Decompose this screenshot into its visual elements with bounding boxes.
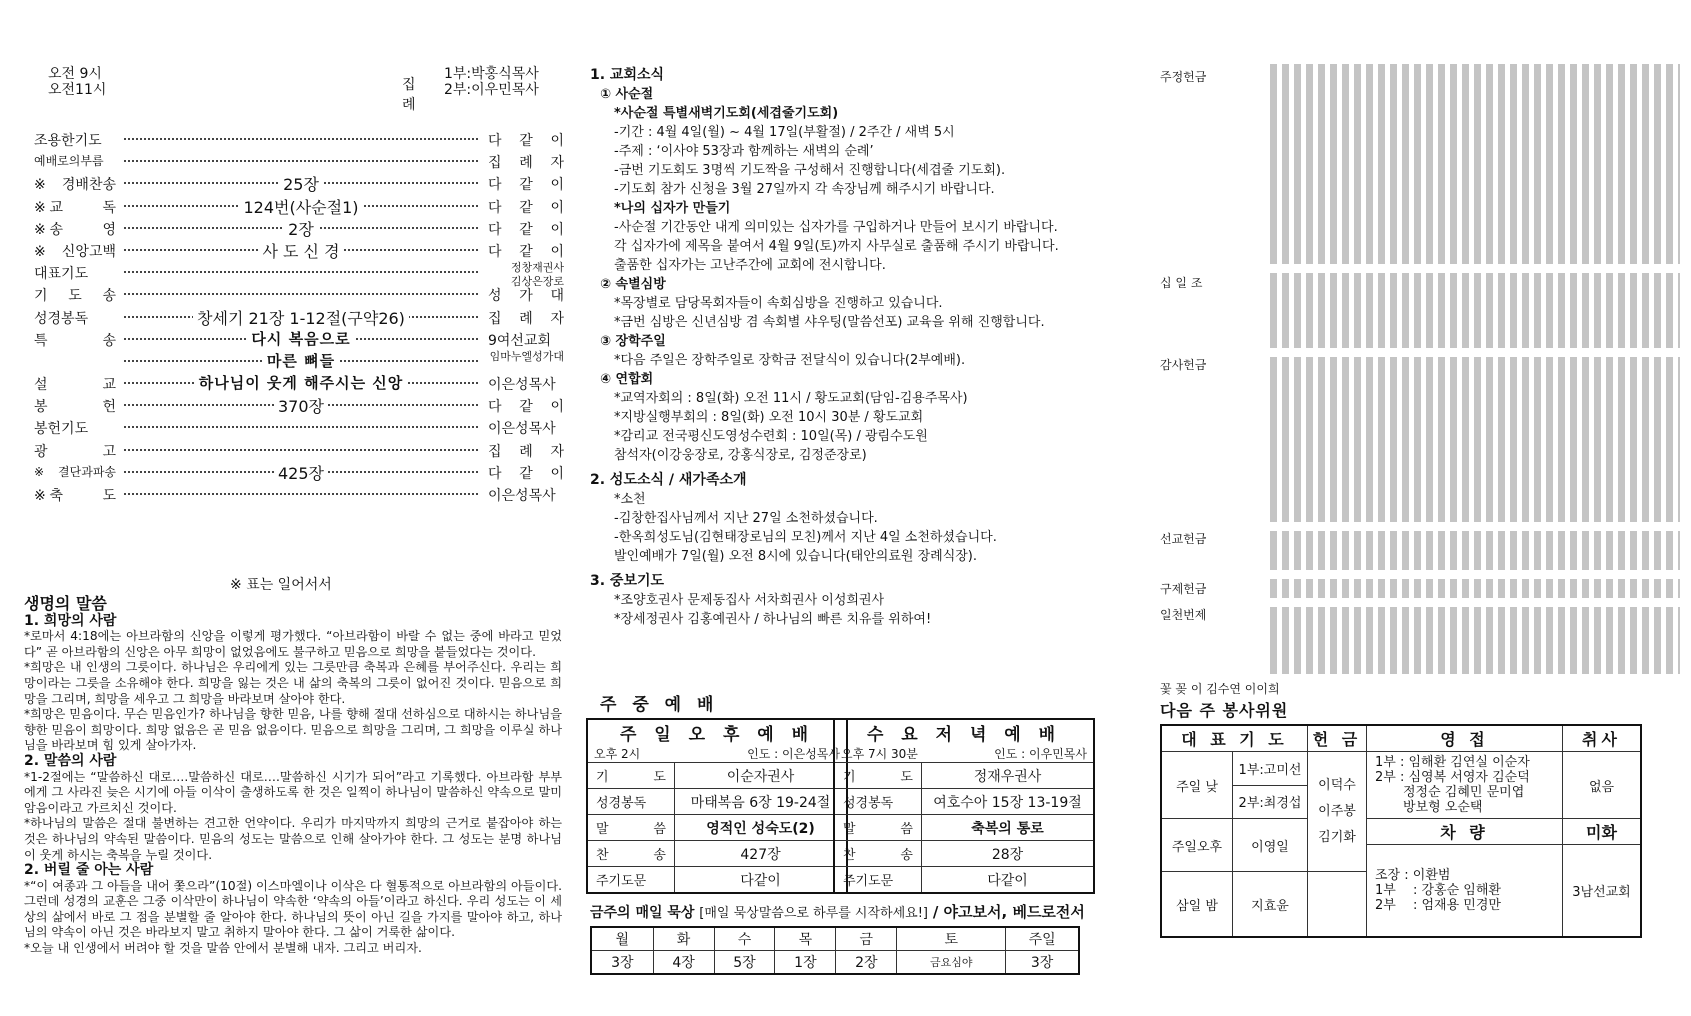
order-item-content-wrap xyxy=(124,461,478,484)
service-role: 찬 송 xyxy=(587,841,675,867)
header-greeting: 영 접 xyxy=(1367,725,1563,752)
service-role: 말 씀 xyxy=(834,815,922,841)
service-row xyxy=(587,841,847,867)
offering-label-thousand: 일천번제 xyxy=(1160,608,1207,622)
order-item-content-wrap xyxy=(124,217,478,240)
life-word-title: 생명의 말씀 xyxy=(24,594,107,613)
meditation-day: 목 xyxy=(775,927,836,951)
dot-leader xyxy=(124,426,478,428)
news-line: 출품한 십자가는 고난주간에 교회에 전시합니다. xyxy=(614,258,886,273)
meditation-day: 월 xyxy=(591,927,653,951)
order-item-leader: 정창재권사 김상은장로 xyxy=(510,261,564,289)
news-line: -사순절 기간동안 내게 의미있는 십자가를 구입하거나 만들어 보시기 바랍니다. xyxy=(614,220,1058,235)
sunday-afternoon-title: 주 일 오 후 예 배 xyxy=(619,725,815,745)
order-item-name: 광 고 xyxy=(34,443,116,460)
members-line: -김창한집사님께서 지난 27일 소천하셨습니다. xyxy=(614,511,878,526)
news-title: 1. 교회소식 xyxy=(590,67,665,83)
service-value: 축복의 통로 xyxy=(922,815,1095,841)
service-row xyxy=(587,867,847,894)
offering-label-juju: 주정헌금 xyxy=(1160,70,1207,84)
order-item-content-wrap xyxy=(124,195,478,218)
offering-label-mission: 선교헌금 xyxy=(1160,532,1207,546)
order-item-leader: 성 가 대 xyxy=(488,288,564,305)
news-line: *목장별로 담당목회자들이 속회심방을 진행하고 있습니다. xyxy=(614,296,943,311)
order-row xyxy=(34,372,564,394)
order-item-content-wrap xyxy=(124,350,478,371)
meditation-hymn: 1장 xyxy=(775,951,836,975)
news-line: 참석자(이강웅장로, 강홍식장로, 김정준장로) xyxy=(614,448,867,463)
news-line: 각 십자가에 제목을 붙여서 4월 9일(토)까지 사무실로 출품해 주시기 바랍니다. xyxy=(614,239,1059,254)
car-line-2: 1부 : 강홍순 임해환 xyxy=(1375,883,1501,898)
service-role: 성경봉독 xyxy=(587,789,675,815)
meditation-day: 화 xyxy=(653,927,714,951)
offering-label-relief: 구제헌금 xyxy=(1160,582,1207,596)
presider-label: 집례 xyxy=(402,77,416,113)
cook-cell: 없음 xyxy=(1563,752,1642,819)
news-line: *사순절 특별새벽기도회(세겹줄기도회) xyxy=(614,106,839,121)
order-list xyxy=(34,128,564,505)
order-item-content: 사 도 신 경 xyxy=(258,242,343,261)
news-line: *지방실행부회의 : 8일(화) 오전 10시 30분 / 황도교회 xyxy=(614,410,924,425)
offering-name-3: 김기화 xyxy=(1318,829,1356,845)
news-line: *나의 십자가 만들기 xyxy=(614,201,731,216)
order-item-name: 성경봉독 xyxy=(34,310,89,327)
life-word-heading: 2. 버릴 줄 아는 사람 xyxy=(24,862,154,879)
order-item-leader: 집 례 자 xyxy=(488,310,564,327)
header-cook: 취사 xyxy=(1563,725,1642,752)
life-word-paragraph: *오늘 내 인생에서 버려야 할 것을 말씀 안에서 분별해 내자. 그리고 버리자. xyxy=(24,941,422,956)
service-value: 다같이 xyxy=(922,867,1095,894)
order-item-content: 하나님이 웃게 해주시는 신앙 xyxy=(195,374,408,392)
order-item-name: 대표기도 xyxy=(34,266,89,283)
order-row xyxy=(34,128,564,150)
service-role: 찬 송 xyxy=(834,841,922,867)
service-row xyxy=(587,789,847,815)
order-row xyxy=(34,217,564,239)
service-role: 기 도 xyxy=(834,763,922,789)
meditation-day: 수 xyxy=(714,927,775,951)
meditation-day: 주일 xyxy=(1006,927,1079,951)
wednesday-evening-leader: 인도 : 이우민목사 xyxy=(994,747,1087,761)
service-value: 427장 xyxy=(675,841,848,867)
flower-arrangement: 꽃 꽂 이 김수연 이이희 xyxy=(1160,682,1280,696)
service-row xyxy=(834,841,1094,867)
life-word-paragraph: *로마서 4:18에는 아브라함의 신앙을 이렇게 평가했다. “아브라함이 바랄 수 없는 중에 바라고 믿었다” 곧 아브라함의 신앙은 아무 희망이 없었음에도 불구하고 믿음으로 희망을 붙들었다는 것이다. xyxy=(24,629,562,659)
order-item-name: 기 도 송 xyxy=(34,288,116,305)
news-line: *금번 심방은 신년심방 겸 속회별 샤우팅(말씀선포) 교육을 위해 진행합니다. xyxy=(614,315,1045,330)
greeting-cell xyxy=(1367,752,1563,819)
order-item-content-wrap xyxy=(124,306,478,329)
news-line: *교역자회의 : 8일(화) 오전 11시 / 황도교회(담임-김용주목사) xyxy=(614,391,968,406)
offering-divider-3 xyxy=(1270,522,1680,531)
prayer-line: *장세정권사 김홍예권사 / 하나님의 빠른 치유를 위하여! xyxy=(614,612,932,627)
sunday-afternoon-time: 오후 2시 xyxy=(594,747,641,761)
greeting-line-4: 방보형 오순택 xyxy=(1403,800,1483,815)
meditation-day: 토 xyxy=(897,927,1006,951)
order-item-content: 25장 xyxy=(279,175,323,194)
sunday-afternoon-label: 주일오후 xyxy=(1161,819,1233,872)
meditation-hymn: 3장 xyxy=(1006,951,1079,975)
order-item-name: ※송 영 xyxy=(34,221,116,238)
order-item-content-wrap xyxy=(124,328,478,349)
order-item-name: 봉 헌 xyxy=(34,399,116,416)
service-value: 영적인 성숙도(2) xyxy=(675,815,848,841)
service-value: 28장 xyxy=(922,841,1095,867)
service-value: 여호수아 15장 13-19절 xyxy=(922,789,1095,815)
church-news xyxy=(590,66,1135,629)
order-row xyxy=(34,261,564,289)
service-role: 주기도문 xyxy=(834,867,922,894)
order-item-content: 370장 xyxy=(274,397,328,416)
order-item-content-wrap xyxy=(124,239,478,262)
order-row xyxy=(34,172,564,194)
order-item-name: ※결단과파송 xyxy=(34,464,116,479)
order-row xyxy=(34,461,564,483)
order-row xyxy=(34,328,564,350)
service-role: 주기도문 xyxy=(587,867,675,894)
order-item-content-wrap xyxy=(124,172,478,195)
presider-1: 1부:박홍식목사 xyxy=(444,66,539,82)
offering-name-1: 이덕수 xyxy=(1318,777,1356,793)
offering-label-tithe: 십 일 조 xyxy=(1160,276,1203,290)
life-word-paragraph: *“이 여종과 그 아들을 내어 쫓으라”(10절) 이스마엘이나 이삭은 다 혈통적으로 아브라함의 아들이다. 그런데 성경의 교훈은 그중 이삭만이 하나님이 약속한 ‘약속의 아들’이라고 하신다. 우리 성도는 이 세상의 삶에서 바로 그 점을 분별할 줄 알아야 한다. 하나님의 뜻이 아닌 길을 가지를 말아야 하고, 하나님의 약속이 아닌 것은 바라보지 말고 취하지 말아야 한다. 그 삶이 거룩한 삶이다. xyxy=(24,878,562,940)
order-item-name: ※신앙고백 xyxy=(34,243,116,260)
order-item-leader: 다 같 이 xyxy=(488,465,564,482)
offering-divider-5 xyxy=(1270,598,1680,607)
news-line: *다음 주일은 장학주일로 장학금 전달식이 있습니다(2부예배). xyxy=(614,353,966,368)
header-offering: 헌 금 xyxy=(1308,725,1367,752)
wednesday-evening-title: 수 요 저 녁 예 배 xyxy=(866,725,1062,745)
wednesday-prayer: 지효윤 xyxy=(1233,872,1308,938)
order-item-content-wrap xyxy=(124,372,478,393)
news-line: -금번 기도회도 3명씩 기도짝을 구성해서 진행합니다(세겹줄 기도회). xyxy=(614,163,1006,178)
greeting-line-1: 1부 : 임해환 김연실 이순자 xyxy=(1375,755,1530,770)
next-week-title: 다음 주 봉사위원 xyxy=(1160,701,1289,720)
header-prayer: 대 표 기 도 xyxy=(1161,725,1308,752)
sunday-afternoon-leader: 인도 : 이은성목사 xyxy=(747,747,840,761)
life-word-heading: 2. 말씀의 사람 xyxy=(24,752,117,769)
order-item-content-wrap xyxy=(124,394,478,417)
order-item-leader: 이은성목사 xyxy=(488,377,556,394)
order-item-leader: 다 같 이 xyxy=(488,399,564,416)
presider-names xyxy=(444,66,539,98)
order-item-name: 조용한기도 xyxy=(34,133,102,149)
order-row xyxy=(34,439,564,461)
offering-divider-4 xyxy=(1270,570,1680,579)
order-item-content: 마른 뼈들 xyxy=(263,352,339,370)
sunday-prayer-1: 1부:고미선 xyxy=(1233,752,1308,786)
header-beautify: 미화 xyxy=(1563,819,1642,845)
meditation-header xyxy=(590,901,1085,922)
sunday-prayer-2: 2부:최경섭 xyxy=(1233,785,1308,819)
order-row xyxy=(34,306,564,328)
offering-label-thanks: 감사헌금 xyxy=(1160,358,1207,372)
dot-leader xyxy=(124,449,478,451)
dot-leader xyxy=(124,493,478,495)
car-cell xyxy=(1367,845,1563,938)
service-role: 성경봉독 xyxy=(834,789,922,815)
dot-leader xyxy=(124,160,478,162)
order-row xyxy=(34,239,564,261)
dot-leader xyxy=(124,293,478,295)
service-value: 정재우권사 xyxy=(922,763,1095,789)
sunday-day-label: 주일 낮 xyxy=(1161,752,1233,819)
news-subheading: ① 사순절 xyxy=(600,87,654,102)
meditation-hymn: 2장 xyxy=(836,951,897,975)
standing-note: ※ 표는 일어서서 xyxy=(230,577,332,593)
life-word-paragraph: *하나님의 말씀은 절대 불변하는 견고한 언약이다. 우리가 마지막까지 희망의 근거로 붙잡아야 하는 것은 하나님의 약속된 말씀이다. 믿음의 성도는 말씀으로 인해 살아가야 한다. 그 성도는 분명 하나님이 웃게 하시는 축복을 누릴 것이다. xyxy=(24,816,562,862)
sunday-afternoon-prayer: 이영일 xyxy=(1233,819,1308,872)
order-row xyxy=(34,283,564,305)
service-role: 말 씀 xyxy=(587,815,675,841)
order-item-leader: 다 같 이 xyxy=(488,243,564,260)
order-item-name: ※축 도 xyxy=(34,488,116,504)
offering-cell xyxy=(1308,752,1367,872)
news-subheading: ③ 장학주일 xyxy=(600,334,666,349)
life-word-section xyxy=(24,596,562,957)
offering-column xyxy=(1160,64,1680,1014)
life-word-paragraph: *희망은 믿음이다. 무슨 믿음인가? 하나님을 향한 믿음, 나를 향해 절대 선하심으로 대하시는 하나님을 향한 믿음이 희망이다. 희망 없음은 곧 믿음 없음이다. 믿음으로 희망을 그리며, 그 희망을 이루실 하나님을 바라보며 힘 있게 살아가자. xyxy=(24,707,562,753)
order-item-content: 124번(사순절1) xyxy=(239,198,362,217)
prayer-title: 3. 중보기도 xyxy=(590,573,665,589)
wednesday-evening-time: 오후 7시 30분 xyxy=(841,747,918,761)
members-line: *소천 xyxy=(614,492,646,507)
beautify-cell: 3남선교회 xyxy=(1563,845,1642,938)
service-row xyxy=(834,815,1094,841)
order-item-leader: 집 례 자 xyxy=(488,155,564,172)
service-row xyxy=(834,789,1094,815)
news-line: -기도회 참가 신청을 3월 27일까지 각 속장님께 해주시기 바랍니다. xyxy=(614,182,995,197)
order-item-leader: 다 같 이 xyxy=(488,221,564,238)
order-item-name: 예배로의부름 xyxy=(34,154,104,169)
next-week-table xyxy=(1160,724,1642,938)
service-value: 다같이 xyxy=(675,867,848,894)
meditation-hymn: 5장 xyxy=(714,951,775,975)
meditation-subtitle: [매일 묵상말씀으로 하루를 시작하세요!] xyxy=(699,906,928,921)
order-item-leader: 임마누엘성가대 xyxy=(489,349,564,363)
news-subheading: ④ 연합회 xyxy=(600,372,654,387)
service-row xyxy=(834,867,1094,894)
order-item-leader: 이은성목사 xyxy=(488,421,556,438)
order-row xyxy=(34,394,564,416)
greeting-line-3: 정정순 김혜민 문미엽 xyxy=(1403,785,1525,800)
order-item-content: 다시 복음으로 xyxy=(247,330,354,348)
sunday-afternoon-table xyxy=(586,718,848,894)
meditation-hymn: 금요심야 xyxy=(897,951,1006,975)
service-row xyxy=(587,763,847,789)
news-line: *감리교 전국평신도영성수련회 : 10일(목) / 광림수도원 xyxy=(614,429,928,444)
time-2: 오전11시 xyxy=(48,82,107,98)
offering-divider-2 xyxy=(1270,348,1680,357)
offering-divider-1 xyxy=(1270,264,1680,273)
members-title: 2. 성도소식 / 새가족소개 xyxy=(590,472,747,488)
news-line: -기간 : 4월 4일(월) ~ 4월 17일(부활절) / 2주간 / 새벽 5시 xyxy=(614,125,955,140)
order-row xyxy=(34,150,564,172)
order-item-name: 설 교 xyxy=(34,377,116,394)
meditation-books: / 야고보서, 베드로전서 xyxy=(932,903,1085,921)
order-row xyxy=(34,483,564,505)
order-row xyxy=(34,195,564,217)
order-item-leader: 9여선교회 xyxy=(488,332,552,349)
church-news-column xyxy=(590,66,1135,1006)
presider-2: 2부:이우민목사 xyxy=(444,82,539,98)
meditation-hymn: 4장 xyxy=(653,951,714,975)
order-row xyxy=(34,416,564,438)
offering-name-2: 이주봉 xyxy=(1318,803,1356,819)
car-line-1: 조장 : 이환범 xyxy=(1375,868,1451,883)
order-row xyxy=(34,350,564,372)
prayer-line: *조양호권사 문제동집사 서차희권사 이성희권사 xyxy=(614,593,885,608)
worship-times xyxy=(48,66,106,98)
life-word-paragraph: *희망은 내 인생의 그릇이다. 하나님은 우리에게 있는 그릇만큼 축복과 은혜를 부어주신다. 우리는 희망이라는 그릇을 소유해야 한다. 희망을 잃는 것은 내 삶의 축복의 그릇이 없어진 것이다. 믿음으로 희망을 그리며, 희망을 세우고 그 희망을 바라보며 살아야 한다. xyxy=(24,660,562,706)
car-line-3: 2부 : 엄재용 민경만 xyxy=(1375,898,1501,913)
order-of-worship-column xyxy=(20,60,564,1000)
members-line: -한옥희성도님(김현태장로님의 모친)께서 지난 4일 소천하셨습니다. xyxy=(614,530,997,545)
meditation-hymn: 3장 xyxy=(591,951,653,975)
service-role: 기 도 xyxy=(587,763,675,789)
order-item-leader: 집 례 자 xyxy=(488,443,564,460)
service-value: 이순자권사 xyxy=(675,763,848,789)
order-item-content: 425장 xyxy=(274,464,328,483)
offering-names-vertical-text xyxy=(1270,64,1680,674)
service-row xyxy=(587,815,847,841)
order-item-content: 창세기 21장 1-12절(구약26) xyxy=(193,309,409,328)
service-row xyxy=(834,763,1094,789)
order-item-name: 봉헌기도 xyxy=(34,421,89,438)
order-item-leader: 다 같 이 xyxy=(488,177,564,194)
time-1: 오전 9시 xyxy=(48,66,102,82)
meditation-table xyxy=(590,926,1080,975)
weekday-title: 주 중 예 배 xyxy=(600,695,719,715)
offering-cell-bottom xyxy=(1308,872,1367,938)
wednesday-evening-table xyxy=(833,718,1095,894)
meditation-title: 금주의 매일 묵상 xyxy=(590,905,695,921)
order-item-content: 2장 xyxy=(284,220,318,239)
wednesday-label: 삼일 밤 xyxy=(1161,872,1233,938)
news-line: -주제 : ‘이사야 53장과 함께하는 새벽의 순례’ xyxy=(614,144,874,159)
life-word-paragraph: *1-2절에는 “말씀하신 대로….말씀하신 대로….말씀하신 시기가 되어”라고 기록했다. 아브라함 부부에게 그 사라진 늦은 시기에 아들 이삭이 출생하도록 한 것은 일찍이 하나님이 말씀하신 약속으로 말미암음이라고 가르치신 것이다. xyxy=(24,769,562,815)
meditation-day: 금 xyxy=(836,927,897,951)
order-item-name: 특 송 xyxy=(34,332,116,349)
dot-leader xyxy=(124,138,478,140)
order-item-name: ※교 독 xyxy=(34,199,116,216)
service-value: 마태복음 6장 19-24절 xyxy=(675,789,848,815)
members-line: 발인예배가 7일(월) 오전 8시에 있습니다(태안의료원 장례식장). xyxy=(614,549,978,564)
order-item-leader: 이은성목사 xyxy=(488,488,556,504)
order-item-leader: 다 같 이 xyxy=(488,133,564,149)
greeting-line-2: 2부 : 심영복 서영자 김순덕 xyxy=(1375,770,1530,785)
dot-leader xyxy=(124,271,478,273)
life-word-heading: 1. 희망의 사람 xyxy=(24,612,117,629)
header-car: 차 량 xyxy=(1367,819,1563,845)
order-item-leader: 다 같 이 xyxy=(488,199,564,216)
order-item-name: ※경배찬송 xyxy=(34,177,116,194)
news-subheading: ② 속별심방 xyxy=(600,277,666,292)
